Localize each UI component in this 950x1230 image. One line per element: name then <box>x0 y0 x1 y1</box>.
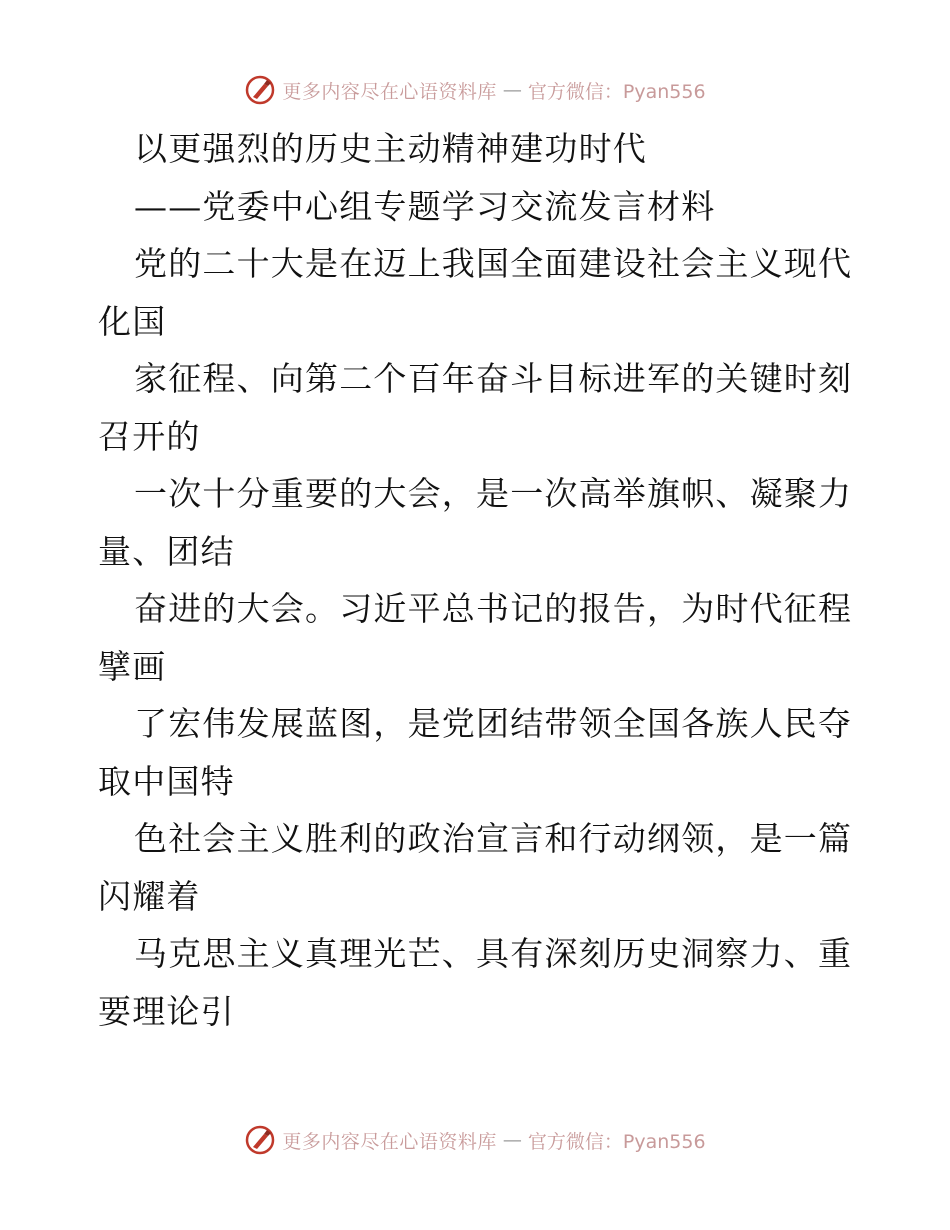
document-line: 擘画 <box>98 646 167 686</box>
pen-nib-logo-icon <box>244 74 276 106</box>
document-line: 化国 <box>98 301 167 341</box>
watermark-separator: — <box>502 1129 522 1151</box>
watermark-separator: — <box>502 79 522 101</box>
document-line: 一次十分重要的大会，是一次高举旗帜、凝聚力 <box>134 474 853 513</box>
document-line: 马克思主义真理光芒、具有深刻历史洞察力、重 <box>134 934 853 973</box>
pen-nib-logo-icon <box>244 1124 276 1156</box>
document-body <box>98 120 858 1040</box>
document-line: 家征程、向第二个百年奋斗目标进军的关键时刻 <box>134 359 853 398</box>
watermark-contact: 官方微信：Pyan556 <box>527 80 706 103</box>
document-line: 取中国特 <box>98 761 235 801</box>
watermark-text: 更多内容尽在心语资料库 <box>282 80 497 103</box>
document-line: 以更强烈的历史主动精神建功时代 <box>134 129 647 168</box>
watermark-contact: 官方微信：Pyan556 <box>527 1130 706 1153</box>
document-line: 色社会主义胜利的政治宣言和行动纲领，是一篇 <box>134 819 853 858</box>
document-line: 召开的 <box>98 416 201 456</box>
document-line: 闪耀着 <box>98 876 201 916</box>
document-line: 量、团结 <box>98 531 235 571</box>
footer-watermark <box>0 1120 950 1160</box>
watermark-text: 更多内容尽在心语资料库 <box>282 1130 497 1153</box>
header-watermark <box>0 70 950 110</box>
document-line: 要理论引 <box>98 991 235 1031</box>
document-line: 了宏伟发展蓝图，是党团结带领全国各族人民夺 <box>134 704 853 743</box>
document-line: ——党委中心组专题学习交流发言材料 <box>134 186 716 226</box>
document-line: 党的二十大是在迈上我国全面建设社会主义现代 <box>134 244 853 283</box>
document-line: 奋进的大会。习近平总书记的报告，为时代征程 <box>134 589 853 628</box>
